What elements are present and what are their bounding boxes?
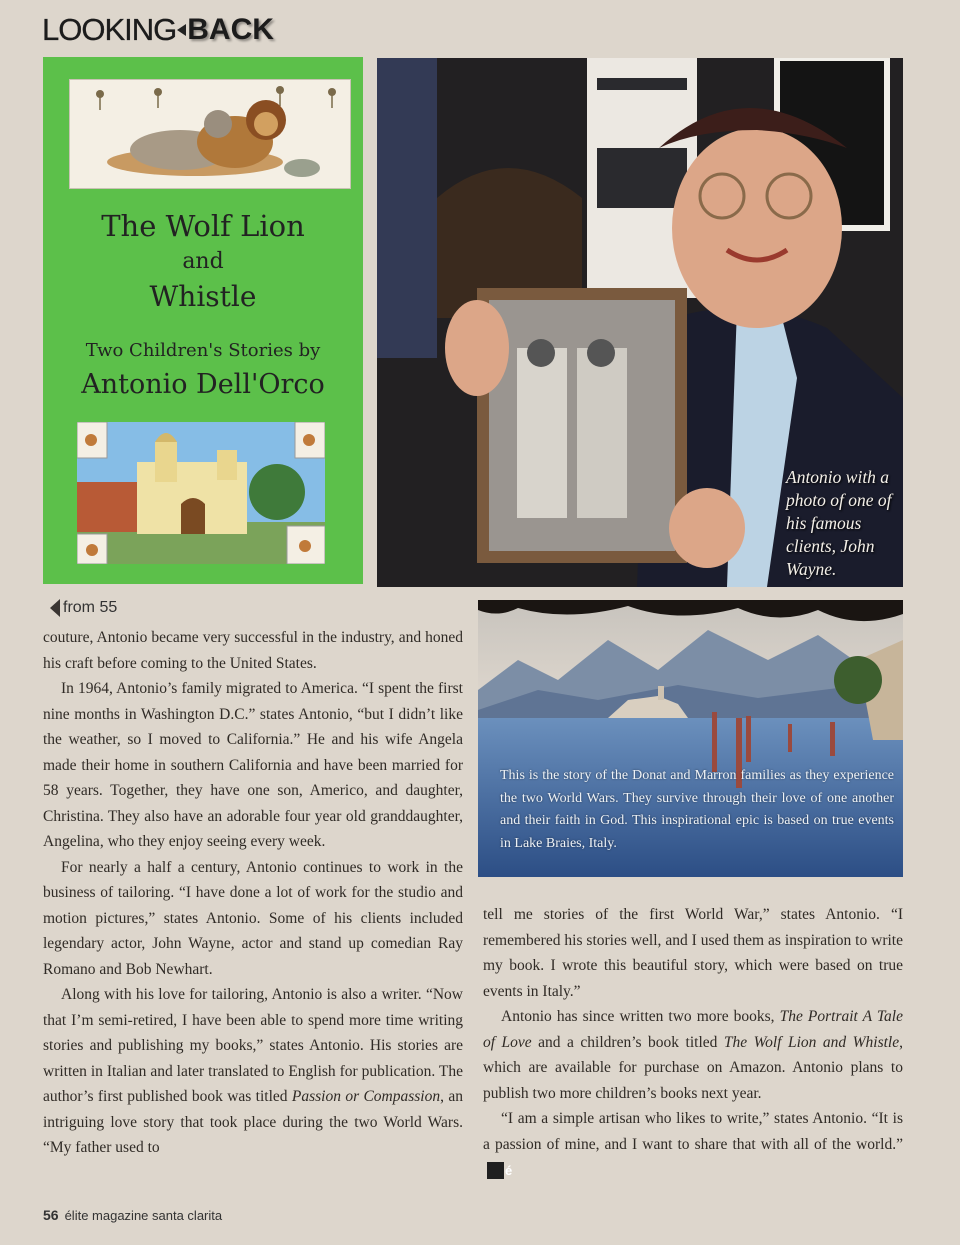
article-text: “I am a simple artisan who likes to write,” states Antonio. “It is a passion of mine, and I want to share that with all of the world.” <box>483 1110 903 1153</box>
page-number: 56 <box>43 1207 59 1223</box>
arrow-left-icon <box>177 24 186 36</box>
page-footer <box>43 1207 222 1223</box>
end-mark-icon: é <box>487 1162 504 1179</box>
continued-from-label: from 55 <box>63 599 118 616</box>
article-paragraph <box>483 1106 903 1183</box>
article-paragraph: couture, Antonio became very successful in the industry, and honed his craft before coming to the United States. <box>43 629 463 672</box>
article-paragraph: For nearly a half a century, Antonio continues to work in the business of tailoring. “I have done a lot of work for the studio and motion pictures,” states Antonio. Some of his clients included legendary actor, John Wayne, actor and stand up comedian Ray Romano and Bob Newhart. <box>43 858 463 978</box>
book-title-line1: The Wolf Lion <box>101 209 305 243</box>
section-label-back: BACK <box>187 13 274 46</box>
book-subtitle: Two Children's Stories by <box>85 340 321 361</box>
mission-illustration <box>77 422 325 564</box>
book-title-portrait: The Portrait A Tale of Love <box>483 1008 903 1051</box>
book-title-line2: and <box>182 249 224 274</box>
photo-caption-lake: This is the story of the Donat and Marron families as they experience the two World Wars. They survive through their love of one another and their faith in God. This inspirational epic is based on true events in Lake Braies, Italy. <box>500 768 894 851</box>
book-cover <box>43 57 363 584</box>
article-paragraph <box>483 1004 903 1106</box>
book-author: Antonio Dell'Orco <box>81 369 325 400</box>
article-column-1 <box>43 625 463 1161</box>
article-text: and a children’s book titled <box>531 1033 724 1051</box>
publication-name: élite magazine santa clarita <box>64 1208 223 1223</box>
wolf-lion-illustration <box>69 79 351 189</box>
article-text: Antonio has since written two more books, <box>501 1008 780 1025</box>
article-text: Along with his love for tailoring, Antonio is also a writer. “Now that I’m semi-retired, I have been able to spend more time writing stories and publishing my books,” states Antonio. His stories are written in Italian and later translated to English for publication. The author’s first published book was titled <box>43 986 463 1105</box>
continued-from-marker <box>50 599 117 617</box>
section-header <box>42 10 274 50</box>
article-column-2 <box>483 902 903 1183</box>
article-text: , which are available for purchase on Amazon. Antonio plans to publish two more children’s books next year. <box>483 1033 903 1102</box>
arrow-left-icon <box>50 599 60 617</box>
article-paragraph: In 1964, Antonio’s family migrated to America. “I spent the first nine months in Washington D.C.” states Antonio, “but I didn’t like the weather, so I moved to California.” He and his wife Angela made their home in southern California and have been married for 58 years. Together, they have one son, Americo, and daughter, Christina. They also have an adorable four year old granddaughter, Angelina, who they enjoy seeing every week. <box>43 680 463 850</box>
book-title-passion: Passion or Compassion <box>291 1088 441 1105</box>
article-text: , an intriguing love story that took place during the two World Wars. “My father used to <box>43 1088 463 1156</box>
book-title-wolf-lion: The Wolf Lion and Whistle <box>723 1033 900 1051</box>
photo-caption-antonio: Antonio with a photo of one of his famous clients, John Wayne. <box>786 467 892 579</box>
article-paragraph: tell me stories of the first World War,” states Antonio. “I remembered his stories well, and I used them as inspiration to write my book. I wrote this beautiful story, which were based on true events in Italy.” <box>483 906 903 1000</box>
section-label-looking: LOOKING <box>42 12 177 47</box>
article-paragraph <box>43 982 463 1161</box>
book-title-line3: Whistle <box>149 280 257 313</box>
